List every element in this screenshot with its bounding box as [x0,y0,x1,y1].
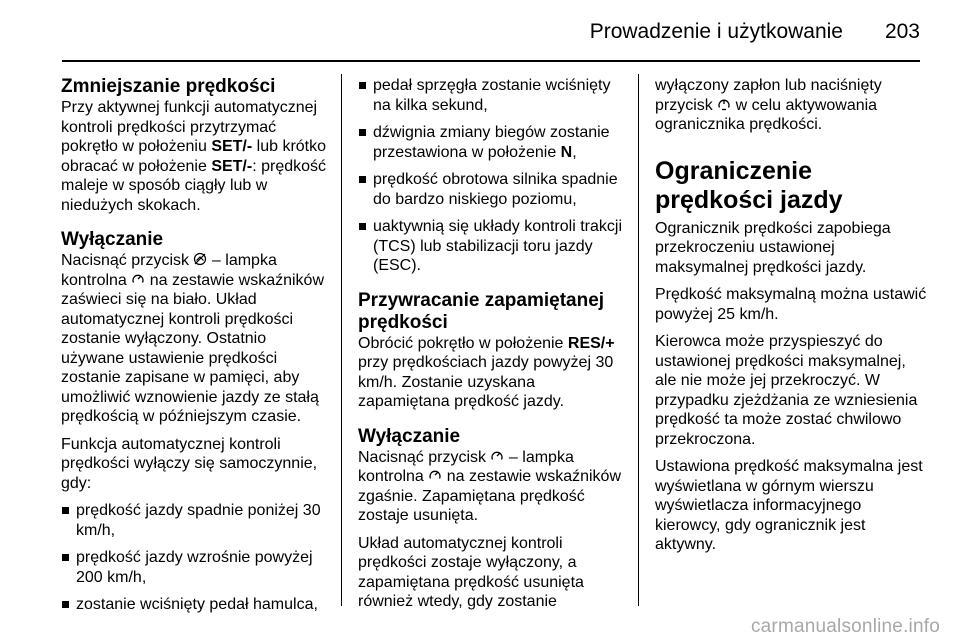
reduce-paragraph: Przy aktywnej funkcji automatycznej kontroli prędkości przytrzymać pokrętło w położeniu SET/- lub krótko obracać w położenie SET/-: prędkość maleje w sposób ciągły lub w niedużych skokach. [61,99,327,214]
switch-off-paragraph-2: Nacisnąć przycisk – lampka kontrolna na zestawie wskaźników zgaśnie. Zapamiętana prędkość zostaje usunięta. [358,448,622,524]
limiter-paragraph: Kierowca może przyspieszyć do ustawionej prędkości maksymalnej, ale nie może jej przekroczyć. W przypadku zjeżdżania ze wzniesienia prędkość ta może zostać chwilowo przekroczona. [655,333,918,448]
list-item: prędkość jazdy wzrośnie powyżej 200 km/h, [61,548,331,587]
heading-switch-off: Wyłączanie [61,229,164,250]
page-number: 203 [884,20,920,43]
limiter-paragraph: Ustawiona prędkość maksymalna jest wyświetlana w górnym wierszu wyświetlacza informacyjnego kierowcy, gdy ogranicznik jest aktywny. [655,458,923,553]
limiter-paragraph: Ogranicznik prędkości zapobiega przekroczeniu ustawionej maksymalnej prędkości jazdy. [655,219,891,276]
list-item: dźwignia zmiany biegów zostanie przestawiona w położenie N, [358,123,626,162]
list-item: prędkość jazdy spadnie poniżej 30 km/h, [61,501,331,540]
heading-resume-speed: Przywracanie zapamiętanej prędkości [358,289,605,333]
resume-paragraph: Obrócić pokrętło w położenie RES/+ przy prędkościach jazdy powyżej 30 km/h. Zostanie uzyskana zapamiętana prędkość jazdy. [358,334,615,410]
switch-off-paragraph-3: Układ automatycznej kontroli prędkości zostaje wyłączony, a zapamiętana prędkość usunięta również wtedy, gdy zostanie [358,534,584,610]
column-3 [655,76,930,563]
watermark: carmanualsonline.info [750,616,940,637]
cruise-off-icon [193,252,207,266]
cruise-control-button-icon [490,449,504,463]
heading-reduce-speed: Zmniejszanie prędkości [61,76,276,97]
column-divider-2 [638,74,639,606]
column-2 [358,76,626,620]
switch-off-paragraph: Nacisnąć przycisk – lampka kontrolna na zestawie wskaźników zaświeci się na biało. Układ automatycznej kontroli prędkości zostanie wyłączony. Ostatnio używane ustawienie prędkości zostanie zapisane w pamięci, aby umożliwić wznowienie jazdy ze stałą prędkością w późniejszym czasie. [61,252,325,425]
chapter-title: Prowadzenie i użytkowanie [589,20,843,43]
auto-off-list-continued [358,76,626,276]
column-divider-1 [341,74,342,606]
auto-off-paragraph: Funkcja automatycznej kontroli prędkości wyłączy się samoczynnie, gdy: [61,435,318,492]
column-1 [61,76,331,623]
page-header [0,0,960,62]
cruise-control-lamp-icon [428,468,442,482]
header-rule [62,60,920,62]
auto-off-list [61,501,331,615]
list-item: pedał sprzęgła zostanie wciśnięty na kilka sekund, [358,76,626,115]
cruise-control-lamp-icon [131,272,145,286]
list-item: prędkość obrotowa silnika spadnie do bardzo niskiego poziomu, [358,170,626,209]
continuation-paragraph: wyłączony zapłon lub naciśnięty przycisk w celu aktywowania ogranicznika prędkości. [655,77,882,133]
list-item: zostanie wciśnięty pedał hamulca, [61,595,331,615]
speed-limiter-icon [717,97,731,111]
limiter-paragraph: Prędkość maksymalną można ustawić powyżej 25 km/h. [655,286,927,323]
heading-speed-limiter: Ograniczenie prędkości jazdy [655,156,843,214]
heading-switch-off-2: Wyłączanie [358,425,461,447]
list-item: uaktywnią się układy kontroli trakcji (TCS) lub stabilizacji toru jazdy (ESC). [358,217,626,276]
